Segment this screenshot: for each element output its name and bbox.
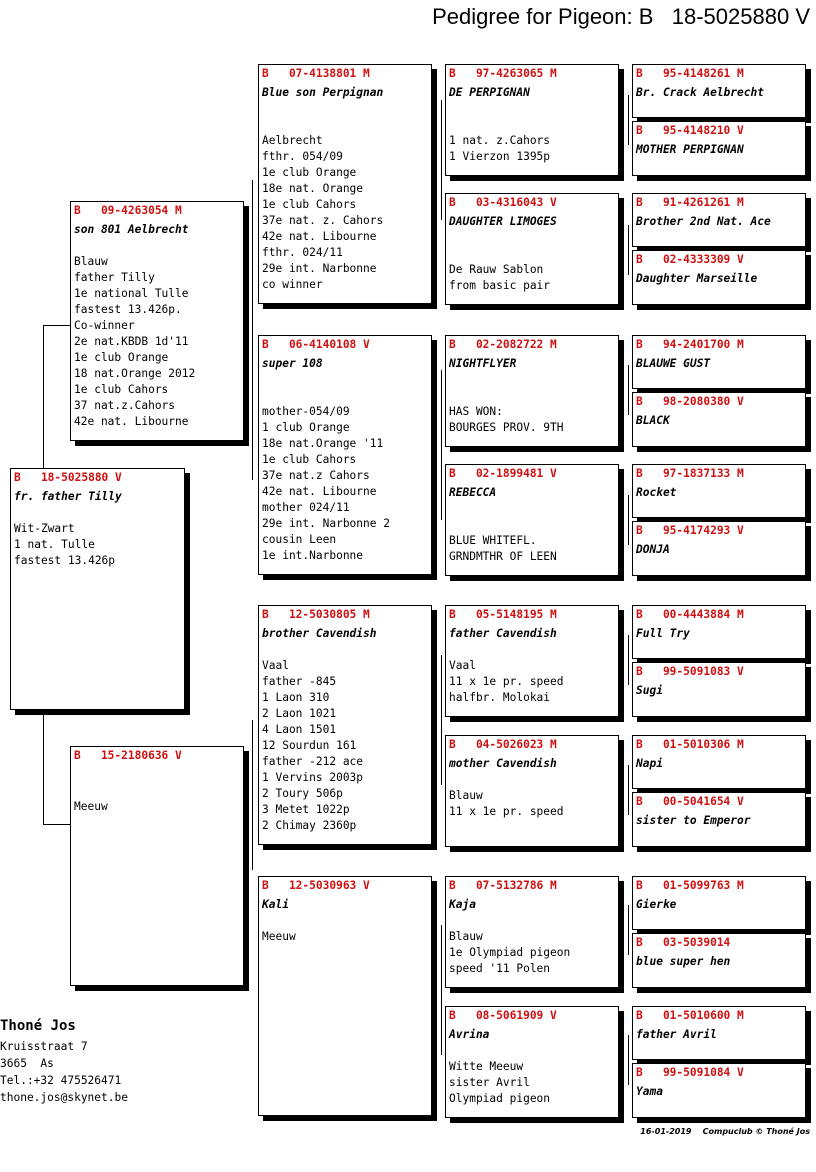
pigeon-card-g16 <box>632 1063 806 1118</box>
pigeon-card-mff <box>445 605 619 717</box>
pigeon-info-line: 1e club Orange <box>74 351 169 364</box>
pigeon-name: father Cavendish <box>449 627 557 640</box>
pigeon-card-fff <box>445 64 619 176</box>
ring-number: B 97-4263065 M <box>449 67 557 80</box>
pigeon-info-line: fastest 13.426p. <box>74 303 182 316</box>
pigeon-name: brother Cavendish <box>262 627 377 640</box>
connector-line <box>441 655 442 785</box>
pigeon-name: Rocket <box>636 486 677 499</box>
pigeon-info-line <box>14 505 181 521</box>
connector-line <box>628 905 629 955</box>
pigeon-info-line: 1e club Cahors <box>74 383 169 396</box>
pigeon-info-line <box>449 642 615 658</box>
pigeon-info-line: 37e nat.z Cahors <box>262 469 370 482</box>
owner-street: Kruisstraat 7 <box>0 1040 88 1053</box>
pigeon-info-line: 4 Laon 1501 <box>262 723 337 736</box>
pigeon-card-mmm <box>445 1006 619 1118</box>
ring-number: B 12-5030805 M <box>262 608 370 621</box>
pigeon-info-line: Co-winner <box>74 319 135 332</box>
owner-city: 3665 As <box>0 1057 54 1070</box>
pigeon-info-line: halfbr. Molokai <box>449 691 551 704</box>
pigeon-info-line: Vaal <box>262 659 289 672</box>
pigeon-card-g1 <box>632 64 806 118</box>
ring-number: B 95-4174293 V <box>636 524 744 537</box>
pigeon-info-line: 12 Sourdun 161 <box>262 739 357 752</box>
pigeon-name: Sugi <box>636 684 663 697</box>
ring-number: B 07-5132786 M <box>449 879 557 892</box>
pigeon-info-line: fthr. 054/09 <box>262 150 343 163</box>
pigeon-info-line: Vaal <box>449 659 476 672</box>
pigeon-info-line: 1e club Cahors <box>262 453 357 466</box>
pigeon-info-line: BOURGES PROV. 9TH <box>449 421 564 434</box>
ring-number: B 01-5010306 M <box>636 738 744 751</box>
pigeon-card-g5 <box>632 335 806 389</box>
pigeon-card-mmf <box>445 876 619 988</box>
pigeon-info-line: Blauw <box>74 255 108 268</box>
connector-line <box>441 100 442 220</box>
pigeon-info-line: Olympiad pigeon <box>449 1092 551 1105</box>
ring-number: B 04-5026023 M <box>449 738 557 751</box>
pigeon-info-line: 1 Vervins 2003p <box>262 771 364 784</box>
pigeon-info-line <box>262 117 428 133</box>
pigeon-name: Napi <box>636 757 663 770</box>
pigeon-info-line: Blauw <box>449 789 483 802</box>
pigeon-info-line <box>449 1043 615 1059</box>
pigeon-card-ffm <box>445 193 619 305</box>
pigeon-info-line <box>449 117 615 133</box>
ring-number: B 01-5010600 M <box>636 1009 744 1022</box>
pigeon-name: REBECCA <box>449 486 497 499</box>
ring-number: B 09-4263054 M <box>74 204 182 217</box>
pigeon-info-line: 37e nat. z. Cahors <box>262 214 384 227</box>
pigeon-info-line <box>449 772 615 788</box>
pigeon-info-line: 29e int. Narbonne 2 <box>262 517 390 530</box>
pigeon-info-line: HAS WON: <box>449 405 503 418</box>
pigeon-info-line: 18 nat.Orange 2012 <box>74 367 196 380</box>
pigeon-name: Daughter Marseille <box>636 272 758 285</box>
pigeon-name: fr. father Tilly <box>14 490 122 503</box>
ring-number: B 99-5091084 V <box>636 1066 744 1079</box>
pigeon-info-line: BLUE WHITEFL. <box>449 534 537 547</box>
connector-line <box>628 225 629 275</box>
pigeon-info-line <box>262 642 428 658</box>
pigeon-name: mother Cavendish <box>449 757 557 770</box>
pigeon-name: blue super hen <box>636 955 731 968</box>
pigeon-card-g13 <box>632 876 806 930</box>
ring-number: B 12-5030963 V <box>262 879 370 892</box>
ring-number: B 03-4316043 V <box>449 196 557 209</box>
pigeon-info-line <box>449 372 615 388</box>
ring-number: B 01-5099763 M <box>636 879 744 892</box>
pigeon-info-line: 1 Laon 310 <box>262 691 330 704</box>
pigeon-info-line: 37 nat.z.Cahors <box>74 399 176 412</box>
pigeon-info-line: mother 024/11 <box>262 501 350 514</box>
pigeon-info-line: Aelbrecht <box>262 134 323 147</box>
pigeon-card-g2 <box>632 121 806 176</box>
pigeon-card-mother <box>70 746 244 986</box>
ring-number: B 95-4148261 M <box>636 67 744 80</box>
pigeon-info-line: 2e nat.KBDB 1d'11 <box>74 335 189 348</box>
connector-line <box>628 765 629 815</box>
pigeon-name: DE PERPIGNAN <box>449 86 530 99</box>
pigeon-name: Kali <box>262 898 289 911</box>
pigeon-info-line: 1e club Orange <box>262 166 357 179</box>
ring-number: B 00-4443884 M <box>636 608 744 621</box>
pigeon-name: sister to Emperor <box>636 814 751 827</box>
connector-line <box>43 824 71 825</box>
pigeon-info-line: 42e nat. Libourne <box>74 415 189 428</box>
pigeon-name: DONJA <box>636 543 670 556</box>
pigeon-name: MOTHER PERPIGNAN <box>636 143 744 156</box>
connector-line <box>43 712 44 824</box>
ring-number: B 91-4261261 M <box>636 196 744 209</box>
footer-text: 16-01-2019 Compuclub © Thoné Jos <box>640 1127 810 1136</box>
pigeon-info-line: 1 Vierzon 1395p <box>449 150 551 163</box>
ring-number: B 15-2180636 V <box>74 749 182 762</box>
pigeon-name: Br. Crack Aelbrecht <box>636 86 764 99</box>
pigeon-info-line <box>449 501 615 517</box>
pigeon-card-fm <box>258 335 432 575</box>
pigeon-info-line: 1e club Cahors <box>262 198 357 211</box>
pigeon-info-line <box>449 101 615 117</box>
pigeon-info-line <box>449 230 615 246</box>
pigeon-info-line: Meeuw <box>262 930 296 943</box>
pigeon-info-line: 2 Laon 1021 <box>262 707 337 720</box>
pigeon-card-g15 <box>632 1006 806 1060</box>
pigeon-name: BLACK <box>636 414 670 427</box>
connector-line <box>43 325 44 470</box>
pigeon-info-line: father Tilly <box>74 271 155 284</box>
pigeon-card-g9 <box>632 605 806 659</box>
pigeon-card-g6 <box>632 392 806 447</box>
pigeon-info-line: 42e nat. Libourne <box>262 485 377 498</box>
pigeon-info-line: 42e nat. Libourne <box>262 230 377 243</box>
pigeon-info-line: 1 club Orange <box>262 421 350 434</box>
pigeon-card-fmf <box>445 335 619 447</box>
pigeon-card-fmm <box>445 464 619 576</box>
ring-number: B 97-1837133 M <box>636 467 744 480</box>
connector-line <box>628 95 629 145</box>
pigeon-info-line: Witte Meeuw <box>449 1060 524 1073</box>
owner-phone: Tel.:+32 475526471 <box>0 1074 122 1087</box>
pigeon-info-line: 1 nat. Tulle <box>14 538 95 551</box>
pigeon-card-g7 <box>632 464 806 518</box>
pigeon-info-line <box>262 101 428 117</box>
pigeon-card-ff <box>258 64 432 304</box>
ring-number: B 02-4333309 V <box>636 253 744 266</box>
pigeon-info-line: GRNDMTHR OF LEEN <box>449 550 557 563</box>
pigeon-name: son 801 Aelbrecht <box>74 223 189 236</box>
page-title: Pedigree for Pigeon: B 18-5025880 V <box>432 4 810 29</box>
pigeon-card-mf <box>258 605 432 845</box>
pigeon-card-mm <box>258 876 432 1116</box>
ring-number: B 00-5041654 V <box>636 795 744 808</box>
pigeon-info-line: father -212 ace <box>262 755 364 768</box>
ring-number: B 07-4138801 M <box>262 67 370 80</box>
pigeon-card-father <box>70 201 244 441</box>
pigeon-card-g14 <box>632 933 806 988</box>
pigeon-info-line: Blauw <box>449 930 483 943</box>
pigeon-name: Avrina <box>449 1028 490 1041</box>
pigeon-card-subject <box>10 468 185 710</box>
ring-number: B 02-2082722 M <box>449 338 557 351</box>
pigeon-name: Brother 2nd Nat. Ace <box>636 215 771 228</box>
pigeon-name: Gierke <box>636 898 677 911</box>
connector-line <box>441 925 442 1055</box>
pigeon-info-line <box>449 517 615 533</box>
ring-number: B 02-1899481 V <box>449 467 557 480</box>
ring-number: B 98-2080380 V <box>636 395 744 408</box>
pigeon-info-line <box>74 238 240 254</box>
pigeon-info-line <box>262 913 428 929</box>
connector-line <box>628 635 629 685</box>
ring-number: B 99-5091083 V <box>636 665 744 678</box>
pigeon-card-g4 <box>632 250 806 305</box>
connector-line <box>628 365 629 415</box>
pigeon-info-line <box>449 246 615 262</box>
pigeon-info-line <box>262 388 428 404</box>
ring-number: B 06-4140108 V <box>262 338 370 351</box>
pigeon-name: father Avril <box>636 1028 717 1041</box>
pigeon-info-line: Meeuw <box>74 800 108 813</box>
pigeon-info-line: father -845 <box>262 675 337 688</box>
pigeon-info-line: 29e int. Narbonne <box>262 262 377 275</box>
pigeon-name: Full Try <box>636 627 690 640</box>
pigeon-info-line: co winner <box>262 278 323 291</box>
pigeon-name <box>74 767 240 783</box>
pigeon-info-line: 2 Toury 506p <box>262 787 343 800</box>
owner-name: Thoné Jos <box>0 1018 76 1034</box>
ring-number: B 18-5025880 V <box>14 471 122 484</box>
pigeon-card-g3 <box>632 193 806 247</box>
pigeon-card-g10 <box>632 662 806 717</box>
pigeon-info-line: fastest 13.426p <box>14 554 116 567</box>
pigeon-info-line: De Rauw Sablon <box>449 263 544 276</box>
pigeon-info-line: 1 nat. z.Cahors <box>449 134 551 147</box>
pigeon-info-line <box>262 372 428 388</box>
pigeon-info-line: cousin Leen <box>262 533 337 546</box>
pigeon-info-line: 1e int.Narbonne <box>262 549 364 562</box>
pigeon-info-line: 3 Metet 1022p <box>262 803 350 816</box>
ring-number: B 03-5039014 <box>636 936 731 949</box>
pigeon-info-line: speed '11 Polen <box>449 962 551 975</box>
connector-line <box>628 495 629 545</box>
pigeon-card-g11 <box>632 735 806 789</box>
pigeon-name: DAUGHTER LIMOGES <box>449 215 557 228</box>
pigeon-info-line: 11 x 1e pr. speed <box>449 675 564 688</box>
pigeon-info-line: sister Avril <box>449 1076 530 1089</box>
pigeon-info-line: 18e nat. Orange <box>262 182 364 195</box>
pigeon-info-line: from basic pair <box>449 279 551 292</box>
pigeon-card-mfm <box>445 735 619 847</box>
connector-line <box>252 720 253 870</box>
connector-line <box>252 180 253 480</box>
ring-number: B 08-5061909 V <box>449 1009 557 1022</box>
pigeon-info-line: 1e national Tulle <box>74 287 189 300</box>
connector-line <box>43 325 71 326</box>
pigeon-info-line: fthr. 024/11 <box>262 246 343 259</box>
ring-number: B 05-5148195 M <box>449 608 557 621</box>
pigeon-info-line: Wit-Zwart <box>14 522 75 535</box>
connector-line <box>441 370 442 520</box>
pigeon-info-line <box>449 388 615 404</box>
pigeon-name: BLAUWE GUST <box>636 357 711 370</box>
pigeon-name: Blue son Perpignan <box>262 86 384 99</box>
pigeon-name: super 108 <box>262 357 323 370</box>
owner-info <box>0 1018 128 1106</box>
pigeon-info-line: 2 Chimay 2360p <box>262 819 357 832</box>
pigeon-info-line: mother-054/09 <box>262 405 350 418</box>
pigeon-info-line: 1e Olympiad pigeon <box>449 946 571 959</box>
pigeon-card-g12 <box>632 792 806 847</box>
pigeon-info-line: 18e nat.Orange '11 <box>262 437 384 450</box>
pigeon-name: Kaja <box>449 898 476 911</box>
connector-line <box>628 1035 629 1085</box>
ring-number: B 94-2401700 M <box>636 338 744 351</box>
pigeon-name: Yama <box>636 1085 663 1098</box>
owner-email: thone.jos@skynet.be <box>0 1091 128 1104</box>
pigeon-card-g8 <box>632 521 806 576</box>
pigeon-info-line <box>74 783 240 799</box>
ring-number: B 95-4148210 V <box>636 124 744 137</box>
pigeon-info-line: 11 x 1e pr. speed <box>449 805 564 818</box>
pigeon-name: NIGHTFLYER <box>449 357 517 370</box>
pigeon-info-line <box>449 913 615 929</box>
